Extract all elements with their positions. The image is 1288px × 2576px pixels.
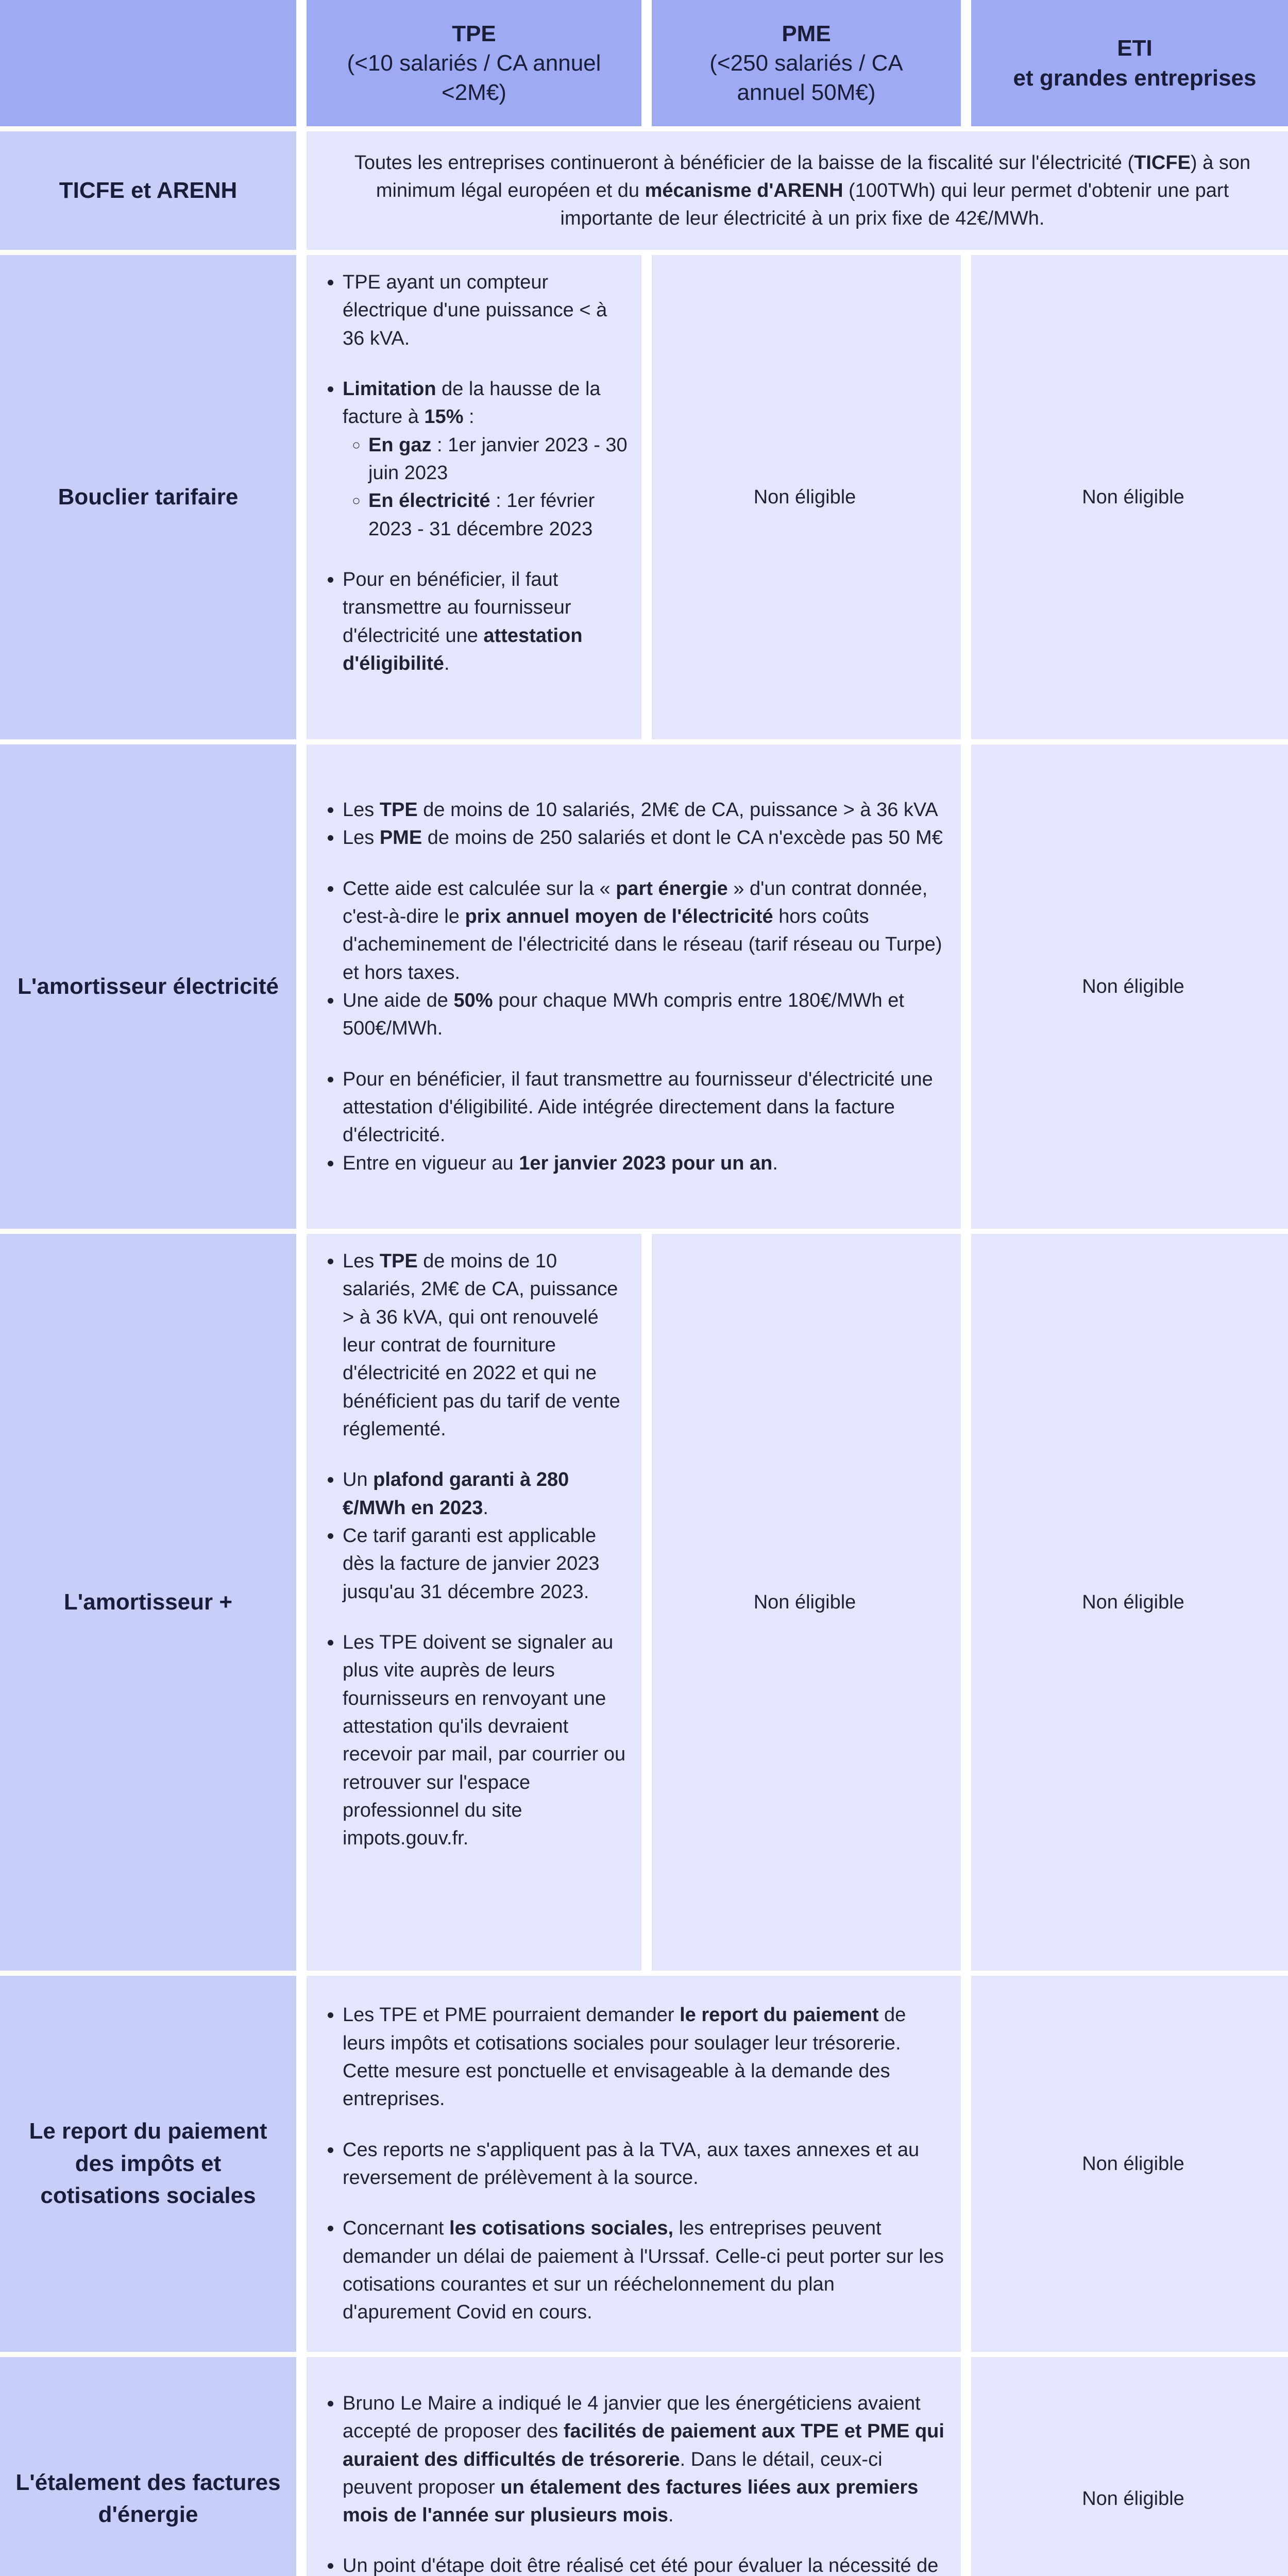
cell-amortisseur-tpe-pme (307, 744, 961, 1229)
row-label-amortisseur: L'amortisseur électricité (0, 744, 296, 1229)
header-pme (652, 0, 961, 126)
list-item: • Les PME de moins de 250 salariés et dont le CA n'excède pas 50 M€ (343, 824, 947, 852)
cell-amortisseur-plus-eti (971, 1234, 1288, 1971)
list-item: • Bruno Le Maire a indiqué le 4 janvier que les énergéticiens avaient accepté de proposer des facilités de paiement aux TPE et PME qui auraient des difficultés de trésorerie. Dans le détail, ceux-ci peuvent proposer un étalement des factures liées aux premiers mois de l'année sur plusieurs mois. (343, 2389, 947, 2530)
report-list (317, 2001, 947, 2326)
header-eti (971, 0, 1288, 126)
not-eligible-text: Non éligible (1082, 2487, 1184, 2510)
cell-bouclier-tpe (307, 255, 641, 739)
row-label-amortisseur-plus: L'amortisseur + (0, 1234, 296, 1971)
not-eligible-text: Non éligible (753, 1591, 856, 1613)
cell-amortisseur-plus-tpe (307, 1234, 641, 1971)
list-item: • Ces reports ne s'appliquent pas à la TVA, aux taxes annexes et au reversement de prélèvement à la source. (343, 2136, 947, 2192)
not-eligible-text: Non éligible (1082, 975, 1184, 997)
header-pme-line2: annuel 50M€) (737, 80, 876, 106)
cell-amortisseur-plus-pme (652, 1234, 961, 1971)
row-label-report: Le report du paiement des impôts et cotisations sociales (0, 1976, 296, 2352)
header-tpe (307, 0, 641, 126)
list-item: • Cette aide est calculée sur la « part énergie » d'un contrat donnée, c'est-à-dire le prix annuel moyen de l'électricité hors coûts d'acheminement de l'électricité dans le réseau (tarif réseau ou Turpe) et hors taxes. (343, 875, 947, 987)
cell-amortisseur-eti (971, 744, 1288, 1229)
cell-bouclier-eti (971, 255, 1288, 739)
list-item: ◦ En électricité : 1er février 2023 - 31 décembre 2023 (368, 487, 628, 543)
list-item: • Limitation de la hausse de la facture à 15% : ◦ En gaz : 1er janvier 2023 - 30 juin 2023 ◦ En électricité : 1er février 2023 - 31 décembre 2023 (343, 375, 628, 543)
cell-ticfe-all (307, 131, 1288, 250)
not-eligible-text: Non éligible (1082, 1591, 1184, 1613)
header-eti-title: ETI (1117, 36, 1153, 61)
cell-etalement-eti (971, 2357, 1288, 2576)
header-tpe-title: TPE (452, 21, 496, 46)
header-pme-title: PME (782, 21, 831, 46)
list-item: • Une aide de 50% pour chaque MWh compris entre 180€/MWh et 500€/MWh. (343, 987, 947, 1043)
list-item: • Un point d'étape doit être réalisé cet été pour évaluer la nécessité de (343, 2552, 947, 2576)
cell-etalement-tpe-pme (307, 2357, 961, 2576)
cell-bouclier-pme (652, 255, 961, 739)
cell-report-eti (971, 1976, 1288, 2352)
list-item: • TPE ayant un compteur électrique d'une puissance < à 36 kVA. (343, 268, 628, 352)
not-eligible-text: Non éligible (1082, 486, 1184, 508)
amortisseur-list (317, 796, 947, 1177)
list-item: • Ce tarif garanti est applicable dès la facture de janvier 2023 jusqu'au 31 décembre 2023. (343, 1522, 628, 1606)
header-tpe-line1: (<10 salariés / CA annuel (347, 50, 601, 76)
header-pme-line1: (<250 salariés / CA (709, 50, 903, 76)
list-item: • Les TPE et PME pourraient demander le report du paiement de leurs impôts et cotisations sociales pour soulager leur trésorerie. Cette mesure est ponctuelle et envisageable à la demande des entreprises. (343, 2001, 947, 2113)
row-label-etalement: L'étalement des factures d'énergie (0, 2357, 296, 2576)
list-item: • Les TPE de moins de 10 salariés, 2M€ de CA, puissance > à 36 kVA (343, 796, 947, 824)
bouclier-sublist (343, 431, 628, 543)
bouclier-list (317, 268, 628, 677)
row-label-bouclier: Bouclier tarifaire (0, 255, 296, 739)
header-corner (0, 0, 296, 126)
amortisseur-plus-list (317, 1247, 628, 1853)
etalement-list (317, 2389, 947, 2576)
list-item: • Concernant les cotisations sociales, les entreprises peuvent demander un délai de paiement à l'Urssaf. Celle-ci peut porter sur les cotisations courantes et sur un rééchelonnement du plan d'apurement Covid en cours. (343, 2214, 947, 2326)
not-eligible-text: Non éligible (1082, 2153, 1184, 2175)
list-item: • Entre en vigueur au 1er janvier 2023 pour un an. (343, 1149, 947, 1177)
cell-report-tpe-pme (307, 1976, 961, 2352)
list-item: • Pour en bénéficier, il faut transmettre au fournisseur d'électricité une attestation d'éligibilité. Aide intégrée directement dans la facture d'électricité. (343, 1065, 947, 1149)
header-eti-line1: et grandes entreprises (1013, 65, 1257, 91)
not-eligible-text: Non éligible (753, 486, 856, 508)
row-label-ticfe: TICFE et ARENH (0, 131, 296, 250)
list-item: ◦ En gaz : 1er janvier 2023 - 30 juin 2023 (368, 431, 628, 487)
header-tpe-line2: <2M€) (442, 80, 506, 106)
list-item: • Pour en bénéficier, il faut transmettre au fournisseur d'électricité une attestation d'éligibilité. (343, 566, 628, 677)
list-item: • Un plafond garanti à 280 €/MWh en 2023. (343, 1466, 628, 1522)
ticfe-text: Toutes les entreprises continueront à bénéficier de la baisse de la fiscalité sur l'électricité (TICFE) à son minimum légal européen et du mécanisme d'ARENH (100TWh) qui leur permet d'obtenir une part importante de leur électricité à un prix fixe de 42€/MWh. (354, 151, 1251, 230)
list-item: • Les TPE doivent se signaler au plus vite auprès de leurs fournisseurs en renvoyant une attestation qu'ils devraient recevoir par mail, par courrier ou retrouver sur l'espace professionnel du site impots.gouv.fr. (343, 1629, 628, 1853)
list-item: • Les TPE de moins de 10 salariés, 2M€ de CA, puissance > à 36 kVA, qui ont renouvelé leur contrat de fourniture d'électricité en 2022 et qui ne bénéficient pas du tarif de vente réglementé. (343, 1247, 628, 1443)
